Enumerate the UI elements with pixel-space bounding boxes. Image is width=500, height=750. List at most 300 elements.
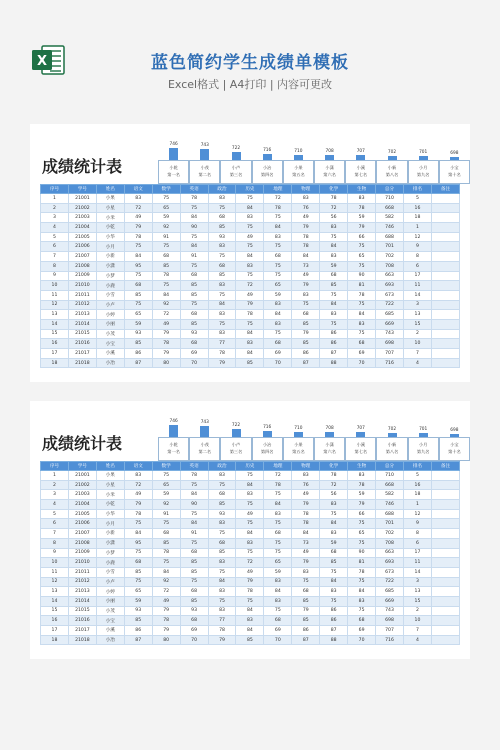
table-cell: 79 (292, 329, 320, 339)
table-row (41, 480, 460, 490)
table-cell: 21017 (68, 349, 96, 359)
ranking-place: 第七名 (354, 449, 368, 454)
table-cell: 49 (124, 213, 152, 223)
table-row (41, 194, 460, 204)
table-cell: 86 (124, 349, 152, 359)
table-cell: 85 (320, 558, 348, 568)
table-cell: 85 (124, 290, 152, 300)
table-cell: 21005 (68, 232, 96, 242)
table-cell: 75 (180, 261, 208, 271)
table-cell: 83 (320, 529, 348, 539)
table-cell: 80 (152, 635, 180, 645)
table-cell: 65 (124, 310, 152, 320)
table-row (41, 519, 460, 529)
table-cell: 小雪 (96, 567, 124, 577)
table-cell: 小冶 (96, 635, 124, 645)
table-cell: 75 (348, 242, 376, 252)
table-cell: 78 (292, 519, 320, 529)
table-cell: 708 (376, 538, 404, 548)
table-cell: 21012 (68, 577, 96, 587)
table-cell: 78 (208, 626, 236, 636)
table-cell: 1 (403, 223, 431, 233)
table-cell: 小茂 (96, 329, 124, 339)
ranking-label-cell (283, 160, 314, 184)
table-cell: 11 (403, 281, 431, 291)
ranking-student-name: 小溪 (356, 165, 365, 170)
table-cell (431, 606, 459, 616)
table-row (41, 290, 460, 300)
table-cell: 78 (348, 480, 376, 490)
table-cell: 10 (41, 281, 69, 291)
table-row (41, 232, 460, 242)
column-header: 姓名 (96, 462, 124, 471)
column-header: 物理 (292, 185, 320, 194)
column-header: 总分 (376, 185, 404, 194)
table-cell: 75 (152, 242, 180, 252)
ranking-student-name: 小乾 (169, 442, 178, 447)
table-row (41, 558, 460, 568)
table-cell (431, 596, 459, 606)
table-row (41, 223, 460, 233)
ranking-value-label: 716 (263, 147, 272, 153)
table-cell: 75 (236, 194, 264, 204)
table-cell: 83 (208, 281, 236, 291)
column-header: 姓名 (96, 185, 124, 194)
table-cell: 65 (264, 558, 292, 568)
table-cell: 2 (403, 606, 431, 616)
table-cell: 83 (208, 242, 236, 252)
table-cell: 2 (41, 203, 69, 213)
table-cell: 79 (348, 223, 376, 233)
table-cell: 75 (264, 606, 292, 616)
table-cell: 87 (124, 635, 152, 645)
table-cell: 93 (124, 606, 152, 616)
table-cell: 707 (376, 626, 404, 636)
column-header: 历史 (236, 462, 264, 471)
table-cell: 91 (152, 509, 180, 519)
table-cell: 49 (236, 290, 264, 300)
ranking-student-name: 小溪 (356, 442, 365, 447)
table-cell: 75 (348, 538, 376, 548)
table-cell: 75 (236, 242, 264, 252)
table-cell (431, 300, 459, 310)
table-cell: 69 (264, 349, 292, 359)
table-cell: 95 (124, 538, 152, 548)
table-cell: 21011 (68, 290, 96, 300)
table-cell: 18 (41, 358, 69, 368)
table-cell: 21003 (68, 213, 96, 223)
table-cell: 85 (124, 616, 152, 626)
table-cell: 75 (264, 519, 292, 529)
table-cell: 702 (376, 252, 404, 262)
table-cell: 84 (180, 490, 208, 500)
table-cell: 79 (348, 500, 376, 510)
table-cell: 75 (208, 529, 236, 539)
table-cell: 75 (320, 232, 348, 242)
table-cell: 75 (236, 271, 264, 281)
table-cell: 81 (348, 558, 376, 568)
column-header: 物理 (292, 462, 320, 471)
table-cell: 16 (41, 339, 69, 349)
table-cell: 84 (264, 310, 292, 320)
table-cell (431, 232, 459, 242)
table-cell: 75 (208, 567, 236, 577)
table-body (41, 194, 460, 368)
table-cell (431, 310, 459, 320)
table-cell: 78 (152, 339, 180, 349)
table-cell: 75 (264, 329, 292, 339)
table-cell: 56 (320, 213, 348, 223)
ranking-student-name: 小果 (294, 442, 303, 447)
column-header: 备注 (431, 185, 459, 194)
table-cell: 3 (403, 577, 431, 587)
column-header: 序号 (41, 462, 69, 471)
table-cell: 69 (348, 349, 376, 359)
table-cell: 78 (152, 271, 180, 281)
ranking-bar (169, 148, 178, 160)
table-cell: 75 (320, 596, 348, 606)
table-cell: 8 (403, 252, 431, 262)
table-cell (431, 329, 459, 339)
table-cell: 小宝 (96, 616, 124, 626)
table-cell: 93 (180, 606, 208, 616)
table-cell: 84 (236, 480, 264, 490)
table-cell: 10 (403, 616, 431, 626)
table-cell: 21013 (68, 310, 96, 320)
table-cell: 83 (292, 194, 320, 204)
ranking-student-name: 小宝 (450, 165, 459, 170)
table-cell: 4 (41, 500, 69, 510)
column-header: 学号 (68, 185, 96, 194)
table-cell: 85 (236, 635, 264, 645)
table-cell: 78 (152, 616, 180, 626)
column-header: 英语 (180, 185, 208, 194)
table-cell (431, 252, 459, 262)
table-cell: 11 (403, 558, 431, 568)
table-cell: 13 (41, 310, 69, 320)
table-cell: 90 (348, 271, 376, 281)
table-cell (431, 194, 459, 204)
table-cell: 65 (348, 529, 376, 539)
table-cell: 83 (264, 577, 292, 587)
table-cell: 83 (236, 538, 264, 548)
table-cell: 87 (124, 358, 152, 368)
table-cell: 86 (320, 616, 348, 626)
table-row (41, 358, 460, 368)
table-cell: 21004 (68, 223, 96, 233)
column-header: 学号 (68, 462, 96, 471)
column-header: 总分 (376, 462, 404, 471)
table-cell: 75 (152, 194, 180, 204)
ranking-place: 第十名 (448, 172, 461, 177)
table-cell: 21006 (68, 242, 96, 252)
column-header: 历史 (236, 185, 264, 194)
table-cell: 79 (236, 300, 264, 310)
table-cell: 83 (264, 300, 292, 310)
table-cell: 小潇 (96, 261, 124, 271)
table-cell: 49 (292, 548, 320, 558)
table-cell: 小婷 (96, 310, 124, 320)
table-cell: 65 (124, 587, 152, 597)
ranking-value-label: 746 (169, 419, 178, 425)
table-cell (431, 490, 459, 500)
table-cell: 72 (124, 480, 152, 490)
table-cell: 669 (376, 319, 404, 329)
table-cell: 68 (208, 538, 236, 548)
table-cell: 84 (208, 300, 236, 310)
table-cell: 75 (208, 203, 236, 213)
table-cell: 72 (236, 281, 264, 291)
table-cell: 68 (152, 529, 180, 539)
table-cell: 85 (236, 358, 264, 368)
table-cell: 79 (292, 281, 320, 291)
table-cell: 13 (41, 587, 69, 597)
table-cell: 14 (403, 567, 431, 577)
table-cell: 56 (320, 490, 348, 500)
table-cell: 9 (403, 242, 431, 252)
table-cell: 85 (180, 567, 208, 577)
table-cell: 83 (208, 310, 236, 320)
table-cell: 7 (403, 349, 431, 359)
table-cell: 79 (124, 500, 152, 510)
table-cell: 85 (152, 538, 180, 548)
column-header: 地理 (264, 185, 292, 194)
table-cell: 79 (236, 577, 264, 587)
table-cell: 75 (348, 519, 376, 529)
column-header: 语文 (124, 462, 152, 471)
table-cell: 59 (348, 213, 376, 223)
ranking-label-cell (345, 160, 376, 184)
table-header-row (41, 462, 460, 471)
ranking-place: 第十名 (448, 449, 461, 454)
ranking-student-name: 小新 (387, 165, 397, 170)
table-cell: 21003 (68, 490, 96, 500)
table-cell: 84 (264, 500, 292, 510)
table-cell: 21009 (68, 271, 96, 281)
ranking-student-name: 小茂 (200, 442, 209, 447)
table-cell: 75 (320, 319, 348, 329)
table-cell: 14 (403, 290, 431, 300)
table-cell: 87 (292, 635, 320, 645)
table-cell: 75 (320, 567, 348, 577)
page-title: 蓝色简约学生成绩单模板 (151, 53, 349, 73)
ranking-student-name: 小宝 (450, 442, 459, 447)
table-header-row (41, 185, 460, 194)
table-cell: 80 (152, 358, 180, 368)
table-cell: 78 (180, 471, 208, 481)
table-cell: 5 (403, 471, 431, 481)
ranking-label-cell (408, 160, 439, 184)
table-cell: 75 (180, 480, 208, 490)
table-cell: 85 (124, 567, 152, 577)
table-cell: 708 (376, 261, 404, 271)
table-cell: 85 (208, 548, 236, 558)
table-cell: 84 (236, 529, 264, 539)
table-cell: 85 (292, 596, 320, 606)
table-cell: 小冶 (96, 358, 124, 368)
table-cell: 68 (208, 490, 236, 500)
table-cell: 68 (348, 616, 376, 626)
table-cell: 83 (264, 232, 292, 242)
ranking-label-cell (252, 437, 283, 461)
ranking-place: 第三名 (229, 449, 243, 454)
ranking-place: 第二名 (198, 172, 212, 177)
table-cell: 75 (124, 242, 152, 252)
table-cell: 75 (152, 281, 180, 291)
table-cell: 7 (403, 626, 431, 636)
ranking-place: 第六名 (323, 172, 336, 177)
table-cell: 78 (236, 310, 264, 320)
table-cell: 84 (320, 242, 348, 252)
table-cell: 86 (320, 606, 348, 616)
table-cell (431, 548, 459, 558)
table-cell: 83 (208, 471, 236, 481)
table-cell: 746 (376, 223, 404, 233)
table-cell: 83 (348, 596, 376, 606)
table-cell: 2 (403, 329, 431, 339)
table-cell: 12 (41, 577, 69, 587)
table-cell: 83 (208, 329, 236, 339)
table-cell: 65 (152, 480, 180, 490)
table-cell: 84 (208, 577, 236, 587)
table-cell: 21016 (68, 339, 96, 349)
table-cell: 83 (348, 471, 376, 481)
ranking-value-label: 707 (356, 149, 365, 155)
table-cell (431, 223, 459, 233)
column-header: 序号 (41, 185, 69, 194)
table-cell: 75 (236, 548, 264, 558)
ranking-place: 第四名 (260, 449, 274, 454)
table-cell: 83 (208, 194, 236, 204)
sheet-title: 成绩统计表 (42, 157, 123, 176)
table-cell: 701 (376, 519, 404, 529)
table-cell: 59 (152, 213, 180, 223)
table-cell: 49 (236, 509, 264, 519)
table-cell: 17 (403, 548, 431, 558)
table-cell: 84 (124, 252, 152, 262)
table-cell (431, 281, 459, 291)
table-cell: 669 (376, 596, 404, 606)
table-cell: 7 (41, 529, 69, 539)
table-cell: 68 (292, 310, 320, 320)
table-row (41, 203, 460, 213)
table-cell: 21017 (68, 626, 96, 636)
column-header: 化学 (320, 185, 348, 194)
table-row (41, 300, 460, 310)
table-cell: 75 (180, 203, 208, 213)
table-cell: 15 (41, 606, 69, 616)
ranking-student-name: 小卢 (231, 442, 241, 447)
ranking-label-cell (314, 437, 345, 461)
table-cell: 85 (180, 558, 208, 568)
ranking-place: 第六名 (323, 449, 336, 454)
table-cell: 582 (376, 213, 404, 223)
table-cell: 83 (292, 567, 320, 577)
table-cell: 701 (376, 242, 404, 252)
table-cell: 75 (348, 261, 376, 271)
table-cell: 68 (264, 252, 292, 262)
ranking-place: 第三名 (229, 172, 243, 177)
table-cell: 85 (320, 281, 348, 291)
ranking-place: 第二名 (198, 449, 212, 454)
table-cell: 87 (320, 349, 348, 359)
table-cell: 68 (180, 616, 208, 626)
table-cell: 693 (376, 281, 404, 291)
table-cell: 85 (292, 616, 320, 626)
table-cell: 685 (376, 587, 404, 597)
table-cell: 75 (180, 232, 208, 242)
ranking-place: 第九名 (416, 172, 430, 177)
table-cell: 84 (124, 529, 152, 539)
table-cell: 68 (320, 271, 348, 281)
table-cell: 69 (264, 626, 292, 636)
table-cell: 78 (180, 194, 208, 204)
table-cell: 小米 (96, 490, 124, 500)
table-cell: 75 (236, 471, 264, 481)
table-cell: 10 (403, 339, 431, 349)
table-cell: 668 (376, 480, 404, 490)
table-cell: 72 (320, 480, 348, 490)
table-cell: 77 (208, 616, 236, 626)
table-row (41, 596, 460, 606)
table-cell: 698 (376, 339, 404, 349)
table-cell: 5 (41, 509, 69, 519)
table-cell: 68 (180, 339, 208, 349)
table-cell: 73 (292, 261, 320, 271)
table-cell: 93 (124, 329, 152, 339)
table-cell: 小梦 (96, 271, 124, 281)
table-cell: 14 (41, 319, 69, 329)
table-cell: 83 (264, 319, 292, 329)
table-row (41, 213, 460, 223)
table-cell: 59 (348, 490, 376, 500)
table-cell: 70 (264, 358, 292, 368)
table-cell: 65 (152, 203, 180, 213)
table-cell: 746 (376, 500, 404, 510)
table-cell: 75 (180, 577, 208, 587)
table-cell: 85 (208, 271, 236, 281)
table-cell: 5 (41, 232, 69, 242)
ranking-value-label: 702 (387, 427, 397, 433)
table-cell: 5 (403, 194, 431, 204)
table-cell: 75 (208, 290, 236, 300)
table-cell: 9 (41, 271, 69, 281)
column-header: 排名 (403, 462, 431, 471)
table-cell: 小乾 (96, 500, 124, 510)
table-cell: 84 (180, 242, 208, 252)
table-cell: 710 (376, 194, 404, 204)
table-cell: 79 (292, 500, 320, 510)
table-cell: 92 (152, 577, 180, 587)
table-cell: 84 (348, 587, 376, 597)
table-cell: 小华 (96, 232, 124, 242)
table-cell: 2 (41, 480, 69, 490)
table-cell: 75 (264, 261, 292, 271)
table-cell: 668 (376, 203, 404, 213)
table-cell: 70 (348, 358, 376, 368)
ranking-student-name: 小新 (387, 442, 397, 447)
table-cell: 21006 (68, 519, 96, 529)
table-cell: 84 (236, 626, 264, 636)
table-cell: 75 (348, 606, 376, 616)
table-cell: 21018 (68, 635, 96, 645)
ranking-label-cell (345, 437, 376, 461)
page-subtitle: Excel格式 | A4打印 | 内容可更改 (167, 78, 333, 91)
table-cell: 21001 (68, 471, 96, 481)
table-cell: 84 (236, 329, 264, 339)
ranking-student-name: 小茂 (200, 165, 209, 170)
table-cell: 68 (264, 529, 292, 539)
